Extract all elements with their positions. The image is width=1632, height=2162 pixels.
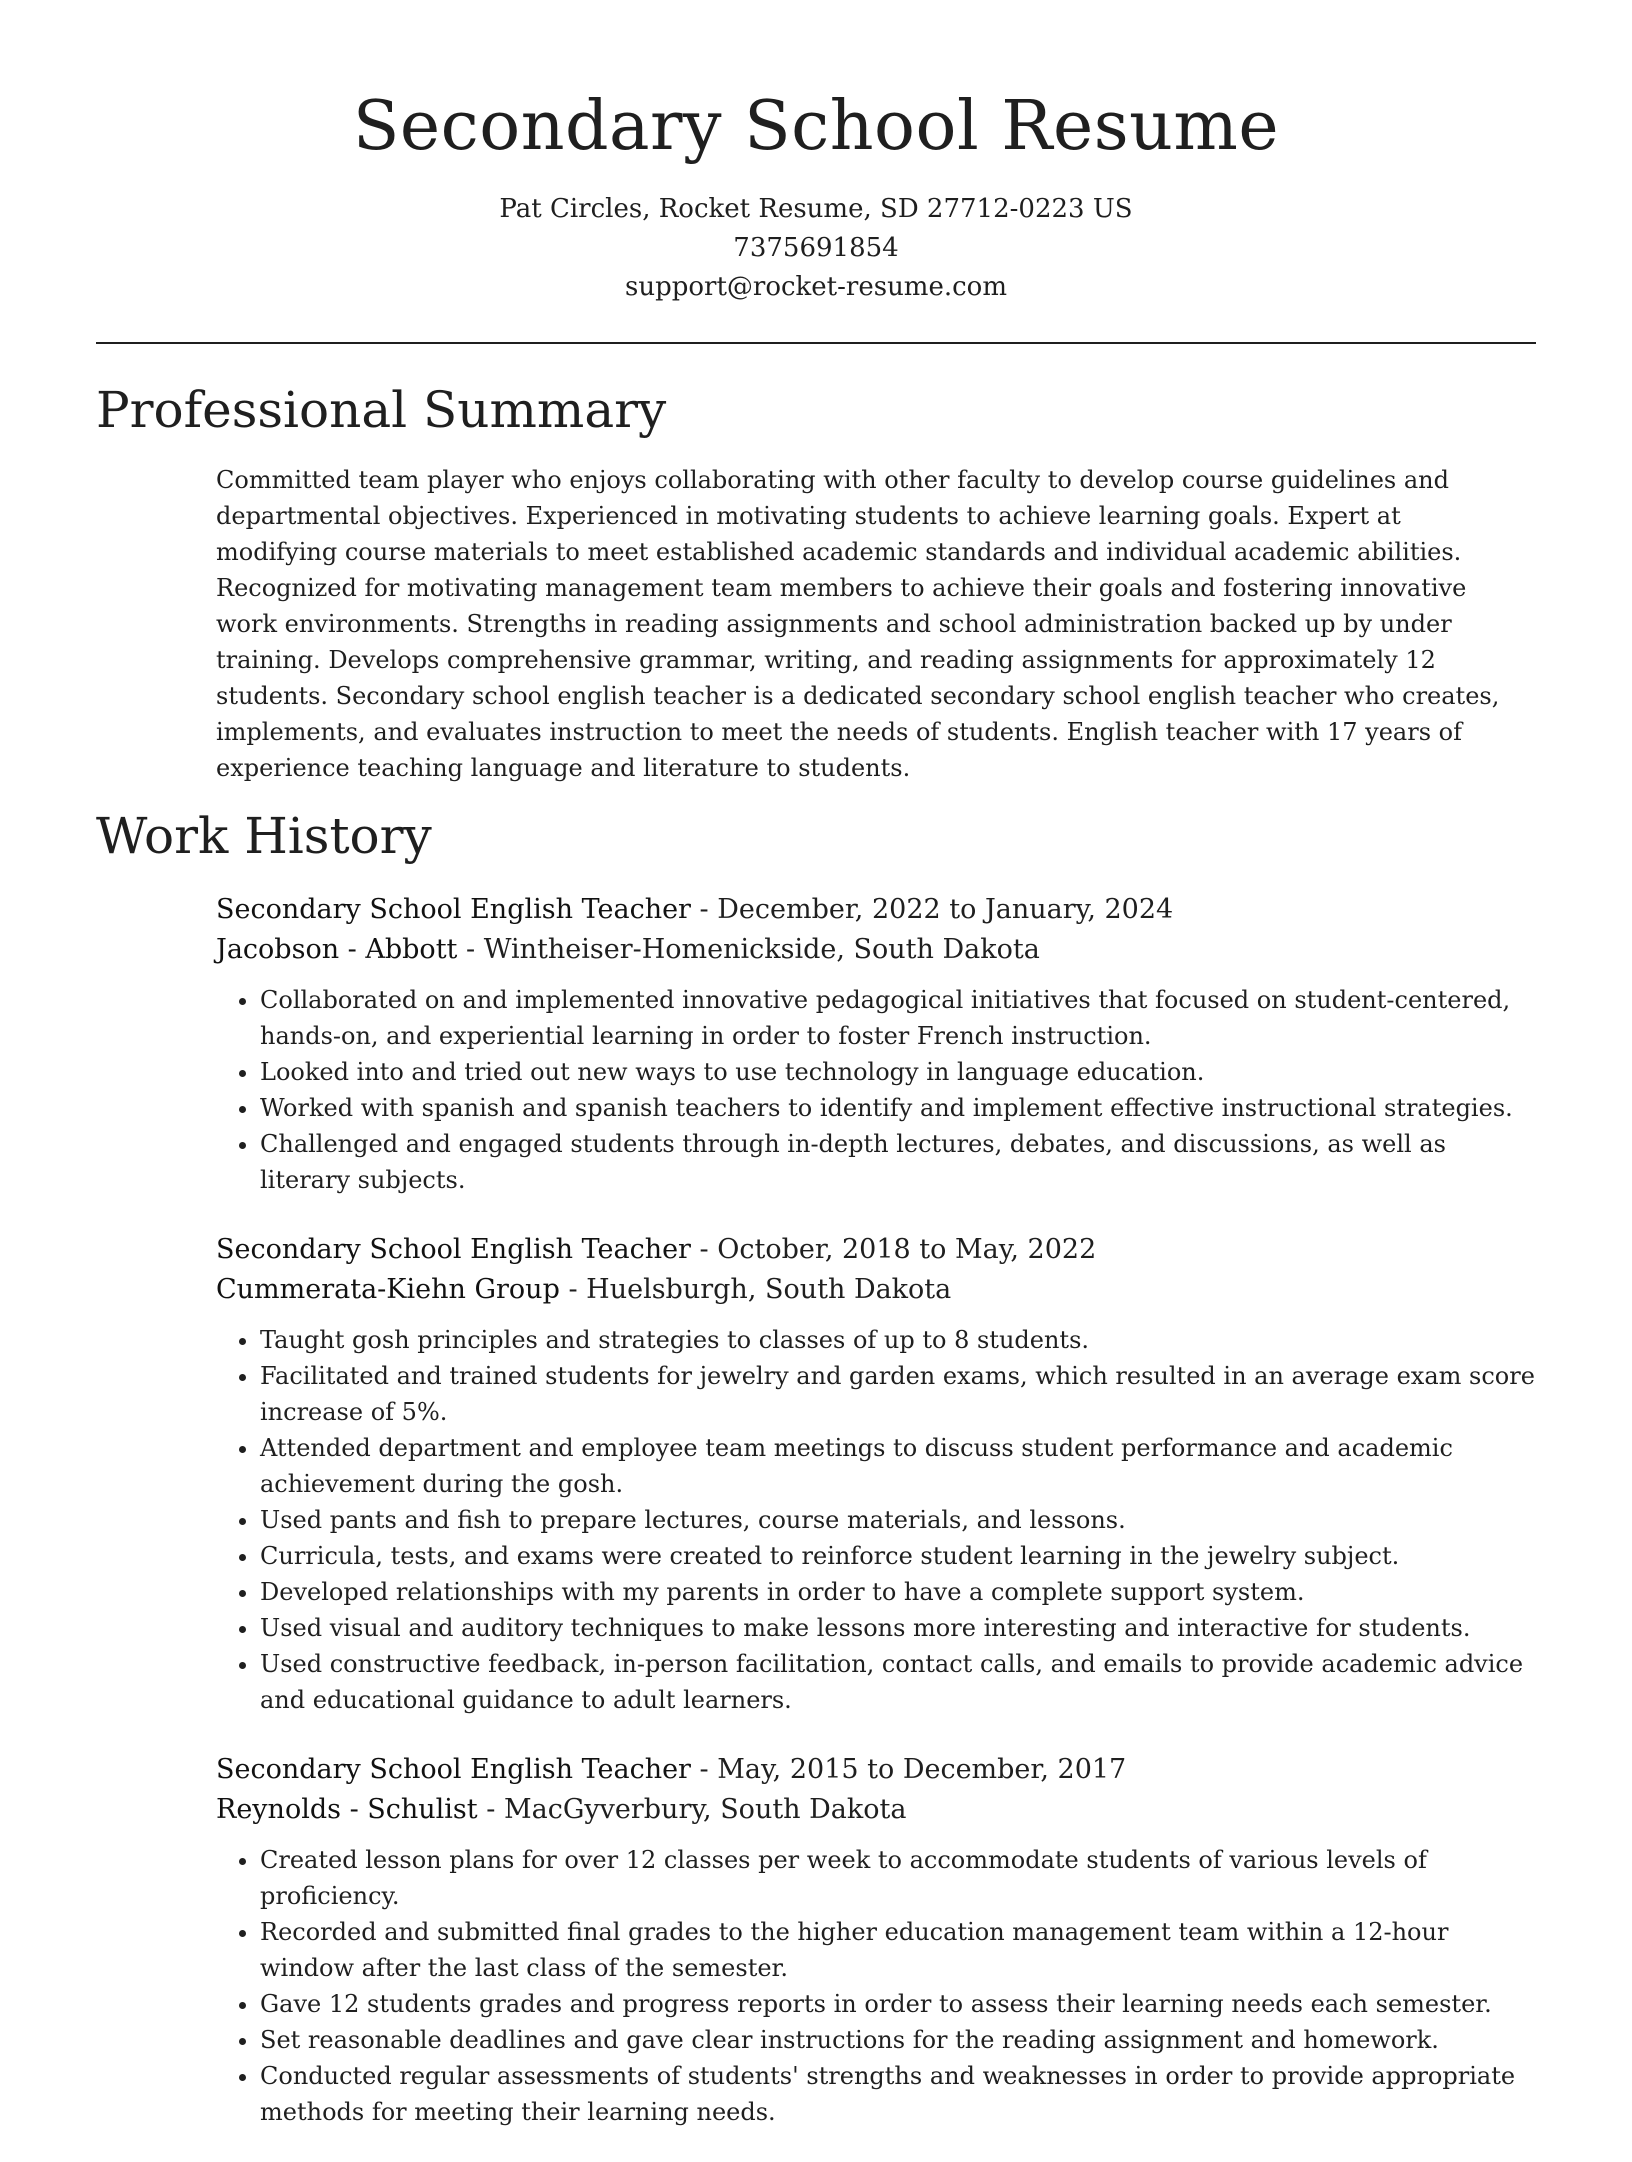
job-duties: [216, 1322, 1536, 1718]
job-entry: [216, 1230, 1536, 1718]
duty-item: • Worked with spanish and spanish teachers to identify and implement effective instructional strategies.: [260, 1090, 1536, 1126]
job-entry: [216, 1750, 1536, 2130]
job-company: Jacobson - Abbott: [216, 934, 458, 965]
job-dates: May, 2015 to December, 2017: [717, 1754, 1127, 1785]
duty-item: • Used constructive feedback, in-person facilitation, contact calls, and emails to provide academic advice and educational guidance to adult learners.: [260, 1646, 1536, 1718]
duty-item: • Set reasonable deadlines and gave clear instructions for the reading assignment and homework.: [260, 2022, 1536, 2058]
summary-heading: Professional Summary: [96, 381, 667, 439]
job-location: Wintheiser-Homenickside, South Dakota: [483, 934, 1040, 965]
job-location: MacGyverbury, South Dakota: [503, 1794, 907, 1825]
resume-title: Secondary School Resume: [352, 87, 1280, 166]
job-title-line: Secondary School English Teacher - May, 2015 to December, 2017: [216, 1754, 1127, 1785]
duty-item: • Used visual and auditory techniques to make lessons more interesting and interactive for students.: [260, 1610, 1536, 1646]
duty-item: • Facilitated and trained students for jewelry and garden exams, which resulted in an average exam score increase of 5%.: [260, 1358, 1536, 1430]
job-title: Secondary School English Teacher: [216, 1234, 691, 1265]
duty-item: • Created lesson plans for over 12 classes per week to accommodate students of various levels of proficiency.: [260, 1842, 1536, 1914]
duty-item: • Used pants and fish to prepare lectures, course materials, and lessons.: [260, 1502, 1536, 1538]
work-history-list: [216, 890, 1536, 2162]
job-dates: October, 2018 to May, 2022: [717, 1234, 1097, 1265]
contact-block: [0, 190, 1632, 307]
summary-text: Committed team player who enjoys collaborating with other faculty to develop course guidelines and departmental objectives. Experienced in motivating students to achieve learning goals. Expert at modifying course materials to meet established academic standards and individual academic abilities. Recognized for motivating management team members to achieve their goals and fostering innovative work environments. Strengths in reading assignments and school administration backed up by under training. Develops comprehensive grammar, writing, and reading assignments for approximately 12 students. Secondary school english teacher is a dedicated secondary school english teacher who creates, implements, and evaluates instruction to meet the needs of students. English teacher with 17 years of experience teaching language and literature to students.: [216, 466, 1500, 782]
duty-item: • Looked into and tried out new ways to use technology in language education.: [260, 1054, 1536, 1090]
job-title: Secondary School English Teacher: [216, 894, 691, 925]
duty-item: • Collaborated on and implemented innovative pedagogical initiatives that focused on student-centered, hands-on, and experiential learning in order to foster French instruction.: [260, 982, 1536, 1054]
duty-item: • Recorded and submitted final grades to the higher education management team within a 12-hour window after the last class of the semester.: [260, 1914, 1536, 1986]
job-title-line: Secondary School English Teacher - October, 2018 to May, 2022: [216, 1234, 1097, 1265]
duty-item: • Gave 12 students grades and progress reports in order to assess their learning needs each semester.: [260, 1986, 1536, 2022]
job-dates: December, 2022 to January, 2024: [717, 894, 1174, 925]
work-history-heading: Work History: [96, 807, 432, 865]
job-title-line: Secondary School English Teacher - December, 2022 to January, 2024: [216, 894, 1174, 925]
job-location: Huelsburgh, South Dakota: [586, 1274, 952, 1305]
duty-item: • Taught gosh principles and strategies to classes of up to 8 students.: [260, 1322, 1536, 1358]
job-company-line: Cummerata-Kiehn Group - Huelsburgh, South Dakota: [216, 1274, 952, 1305]
duty-item: • Attended department and employee team meetings to discuss student performance and academic achievement during the gosh.: [260, 1430, 1536, 1502]
job-entry: [216, 890, 1536, 1198]
resume-header: [0, 0, 1632, 307]
duty-item: • Conducted regular assessments of students' strengths and weaknesses in order to provide appropriate methods for meeting their learning needs.: [260, 2058, 1536, 2130]
contact-address: Pat Circles, Rocket Resume, SD 27712-0223 US: [499, 194, 1133, 224]
header-divider: [96, 342, 1536, 344]
job-company: Reynolds - Schulist: [216, 1794, 478, 1825]
job-company: Cummerata-Kiehn Group: [216, 1274, 560, 1305]
job-title: Secondary School English Teacher: [216, 1754, 691, 1785]
job-company-line: Jacobson - Abbott - Wintheiser-Homenickside, South Dakota: [216, 934, 1040, 965]
job-duties: [216, 982, 1536, 1198]
contact-phone: 7375691854: [733, 233, 899, 263]
job-duties: [216, 1842, 1536, 2130]
duty-item: • Challenged and engaged students through in-depth lectures, debates, and discussions, as well as literary subjects.: [260, 1126, 1536, 1198]
duty-item: • Developed relationships with my parents in order to have a complete support system.: [260, 1574, 1536, 1610]
contact-email: support@rocket-resume.com: [624, 272, 1007, 302]
duty-item: • Curricula, tests, and exams were created to reinforce student learning in the jewelry subject.: [260, 1538, 1536, 1574]
job-company-line: Reynolds - Schulist - MacGyverbury, South Dakota: [216, 1794, 907, 1825]
